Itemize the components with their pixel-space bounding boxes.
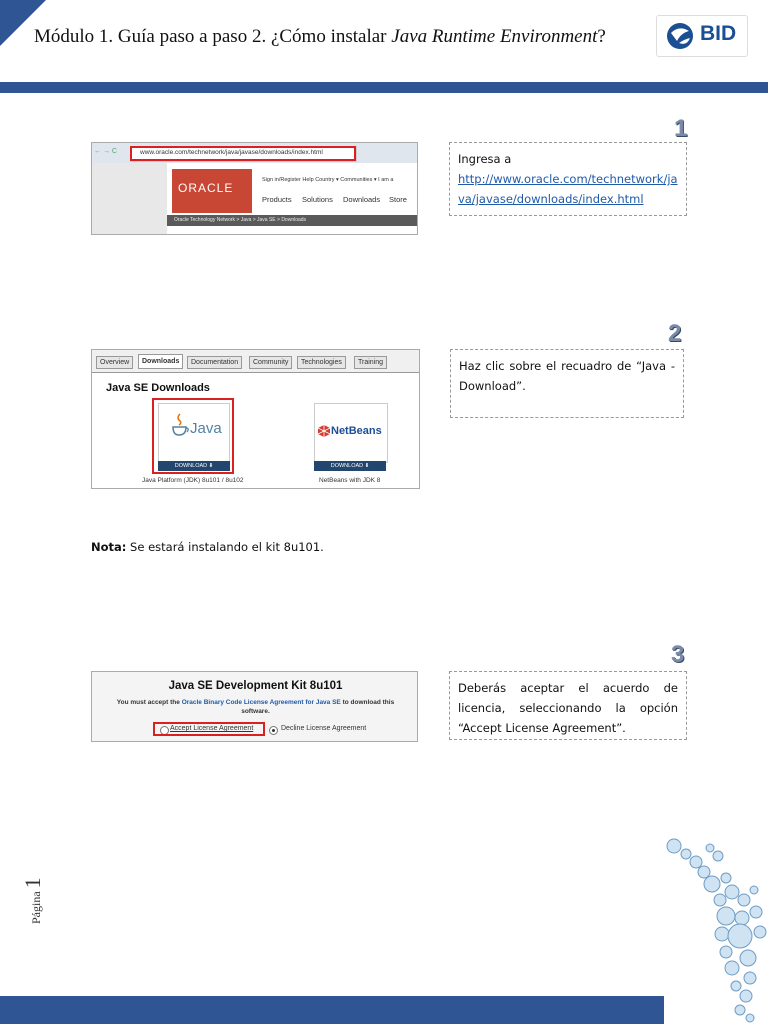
browser-nav-icons: ← → C <box>94 148 117 155</box>
page-label: Página 1 <box>20 877 45 924</box>
install-note <box>91 540 324 554</box>
oracle-nav-products[interactable]: Products <box>262 195 292 204</box>
java-downloads-screenshot <box>91 349 420 489</box>
tab-overview[interactable]: Overview <box>96 356 133 369</box>
oracle-breadcrumb: Oracle Technology Network > Java > Java SE > Downloads <box>174 217 307 223</box>
netbeans-cube-icon <box>318 425 330 437</box>
oracle-top-links: Sign in/Register Help Country ▾ Communities ▾ I am a <box>262 177 394 183</box>
header-bar <box>0 82 768 93</box>
license-agreement-link[interactable]: Oracle Binary Code License Agreement for Java SE <box>181 699 341 706</box>
tab-documentation[interactable]: Documentation <box>187 356 242 369</box>
java-logo-text: Java <box>190 420 222 437</box>
step-2-note: Haz clic sobre el recuadro de “Java - Download”. <box>450 349 684 418</box>
url-highlight <box>130 146 356 161</box>
step-number-2: 2 <box>668 320 682 347</box>
step-3-note: Deberás aceptar el acuerdo de licencia, seleccionando la opción “Accept License Agreement”. <box>449 671 687 740</box>
bid-logo-icon <box>665 21 695 51</box>
java-caption: Java Platform (JDK) 8u101 / 8u102 <box>142 477 244 484</box>
oracle-nav-store[interactable]: Store <box>389 195 407 204</box>
oracle-download-link[interactable]: http://www.oracle.com/technetwork/java/javase/downloads/index.html <box>458 172 678 206</box>
oracle-nav-solutions[interactable]: Solutions <box>302 195 333 204</box>
install-note-label: Nota: <box>91 540 127 554</box>
license-line-1: You must accept the Oracle Binary Code License Agreement for Java SE to download this <box>116 699 395 706</box>
install-note-text: Se estará instalando el kit 8u101. <box>126 540 324 554</box>
oracle-logo: ORACLE <box>178 181 234 195</box>
tab-downloads[interactable]: Downloads <box>138 354 183 369</box>
java-download-button[interactable]: DOWNLOAD ⬇ <box>158 461 230 471</box>
decline-license-label[interactable]: Decline License Agreement <box>281 725 367 732</box>
accept-license-highlight <box>153 722 265 736</box>
page-title: Módulo 1. Guía paso a paso 2. ¿Cómo instalar Java Runtime Environment? <box>34 26 606 47</box>
accept-license-label[interactable]: Accept License Agreement <box>170 725 254 732</box>
tab-community[interactable]: Community <box>249 356 292 369</box>
page-number: 1 <box>20 877 45 889</box>
oracle-screenshot <box>91 142 418 235</box>
netbeans-download-button[interactable]: DOWNLOAD ⬇ <box>314 461 386 471</box>
bid-logo-text: BID <box>700 22 737 45</box>
step-1-text: Ingresa a <box>458 152 512 166</box>
browser-url: www.oracle.com/technetwork/java/javase/downloads/index.html <box>140 149 323 156</box>
decline-radio[interactable] <box>269 726 278 735</box>
netbeans-logo-text: NetBeans <box>331 425 382 437</box>
bubble-map-decoration <box>660 828 768 1024</box>
oracle-nav-downloads[interactable]: Downloads <box>343 195 381 204</box>
java-se-downloads-heading: Java SE Downloads <box>106 382 210 394</box>
footer-bar <box>0 996 664 1024</box>
license-line-2: software. <box>241 708 270 715</box>
step-number-1: 1 <box>674 115 688 142</box>
step-number-3: 3 <box>671 641 685 668</box>
tab-technologies[interactable]: Technologies <box>297 356 346 369</box>
jdk-title: Java SE Development Kit 8u101 <box>168 680 343 692</box>
tab-training[interactable]: Training <box>354 356 387 369</box>
license-screenshot <box>91 671 418 742</box>
java-download-highlight <box>152 398 234 474</box>
netbeans-caption: NetBeans with JDK 8 <box>319 477 381 484</box>
step-1-note <box>449 142 687 216</box>
